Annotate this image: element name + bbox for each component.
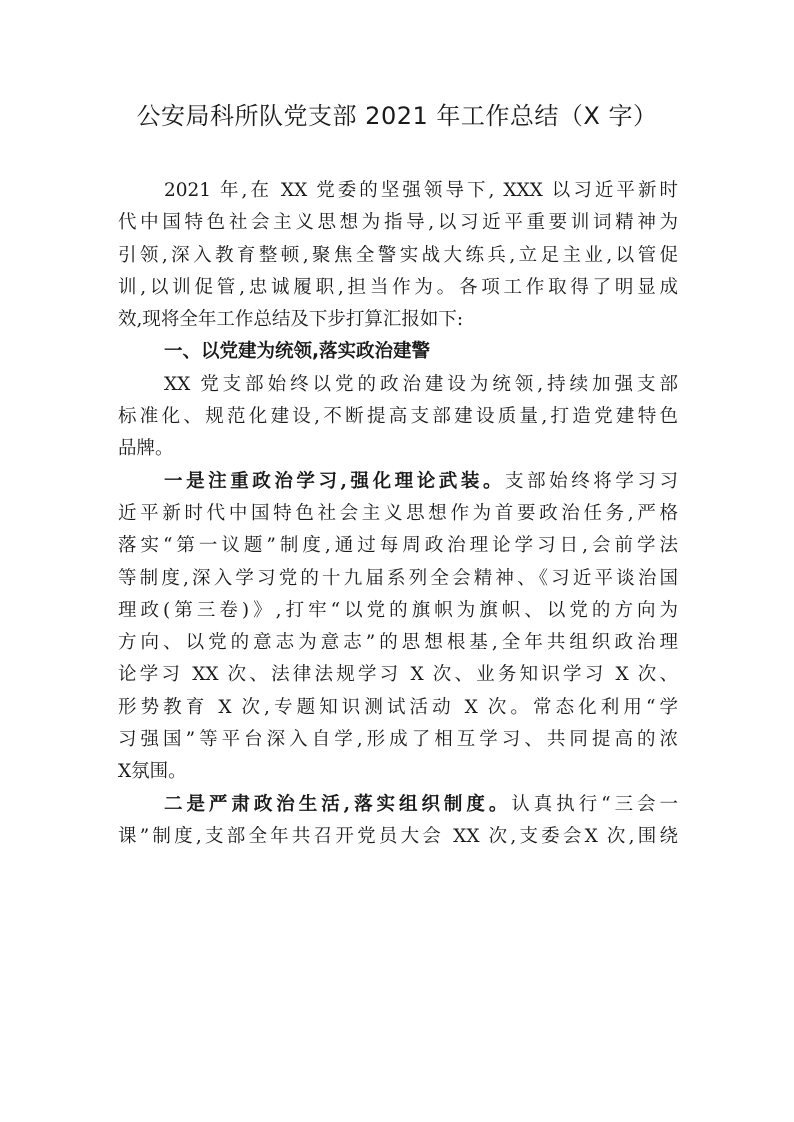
body-line	[118, 563, 678, 595]
line-text: 认真执行“三会一	[511, 793, 678, 815]
lead-phrase: 一是注重政治学习,强化理论武装。	[164, 470, 506, 492]
lead-phrase: 二是严肃政治生活,落实组织制度。	[164, 793, 512, 815]
line-text: 引领,深入教育整顿,聚焦全警实战大练兵,立足主业,以管促	[118, 244, 678, 266]
line-text: X氛围。	[118, 761, 187, 783]
body-line	[118, 692, 678, 724]
line-text: 论学习 XX 次、法律法规学习 X 次、业务知识学习 X 次、	[118, 664, 678, 686]
body-line	[118, 272, 678, 304]
body-line	[118, 369, 678, 401]
body-line	[118, 789, 678, 821]
body-line	[118, 724, 678, 756]
body-line	[118, 240, 678, 272]
body-line	[118, 498, 678, 530]
line-text: 理政(第三卷)》,打牢“以党的旗帜为旗帜、以党的方向为	[118, 599, 678, 621]
body-line	[118, 659, 678, 691]
line-text: 等制度,深入学习党的十九届系列全会精神、《习近平谈治国	[118, 567, 678, 589]
section-heading	[118, 336, 678, 368]
line-text: 支部始终将学习习	[505, 470, 678, 492]
body-line	[118, 401, 678, 433]
body-line	[118, 304, 678, 336]
line-text: 近平新时代中国特色社会主义思想作为首要政治任务,严格	[118, 502, 678, 524]
body-line	[118, 530, 678, 562]
body-line	[118, 466, 678, 498]
line-text: 一、以党建为统领,落实政治建警	[164, 341, 431, 363]
line-text: 代中国特色社会主义思想为指导,以习近平重要训词精神为	[118, 212, 678, 234]
body-line	[118, 433, 678, 465]
line-text: 2021 年,在 XX 党委的坚强领导下, XXX 以习近平新时	[164, 180, 678, 201]
line-text: 习强国”等平台深入自学,形成了相互学习、共同提高的浓	[118, 729, 678, 751]
line-text: 标准化、规范化建设,不断提高支部建设质量,打造党建特色	[118, 406, 678, 428]
line-text: 落实“第一议题”制度,通过每周政治理论学习日,会前学法	[118, 535, 678, 557]
body-line	[118, 627, 678, 659]
document-title: 公安局科所队党支部 2021 年工作总结（X 字）	[136, 102, 658, 130]
document-body	[118, 175, 678, 853]
line-text: 品牌。	[118, 438, 174, 460]
body-line	[118, 756, 678, 788]
line-text: XX 党支部始终以党的政治建设为统领,持续加强支部	[164, 373, 678, 395]
line-text: 训,以训促管,忠诚履职,担当作为。各项工作取得了明显成	[118, 276, 678, 298]
line-text: 方向、以党的意志为意志”的思想根基,全年共组织政治理	[118, 632, 678, 654]
body-line	[118, 175, 678, 207]
line-text: 形势教育 X 次,专题知识测试活动 X 次。常态化利用“学	[118, 696, 678, 718]
body-line	[118, 207, 678, 239]
line-text: 效,现将全年工作总结及下步打算汇报如下:	[118, 309, 464, 331]
body-line	[118, 821, 678, 853]
body-line	[118, 595, 678, 627]
line-text: 课”制度,支部全年共召开党员大会 XX 次,支委会X 次,围绕	[118, 825, 678, 847]
